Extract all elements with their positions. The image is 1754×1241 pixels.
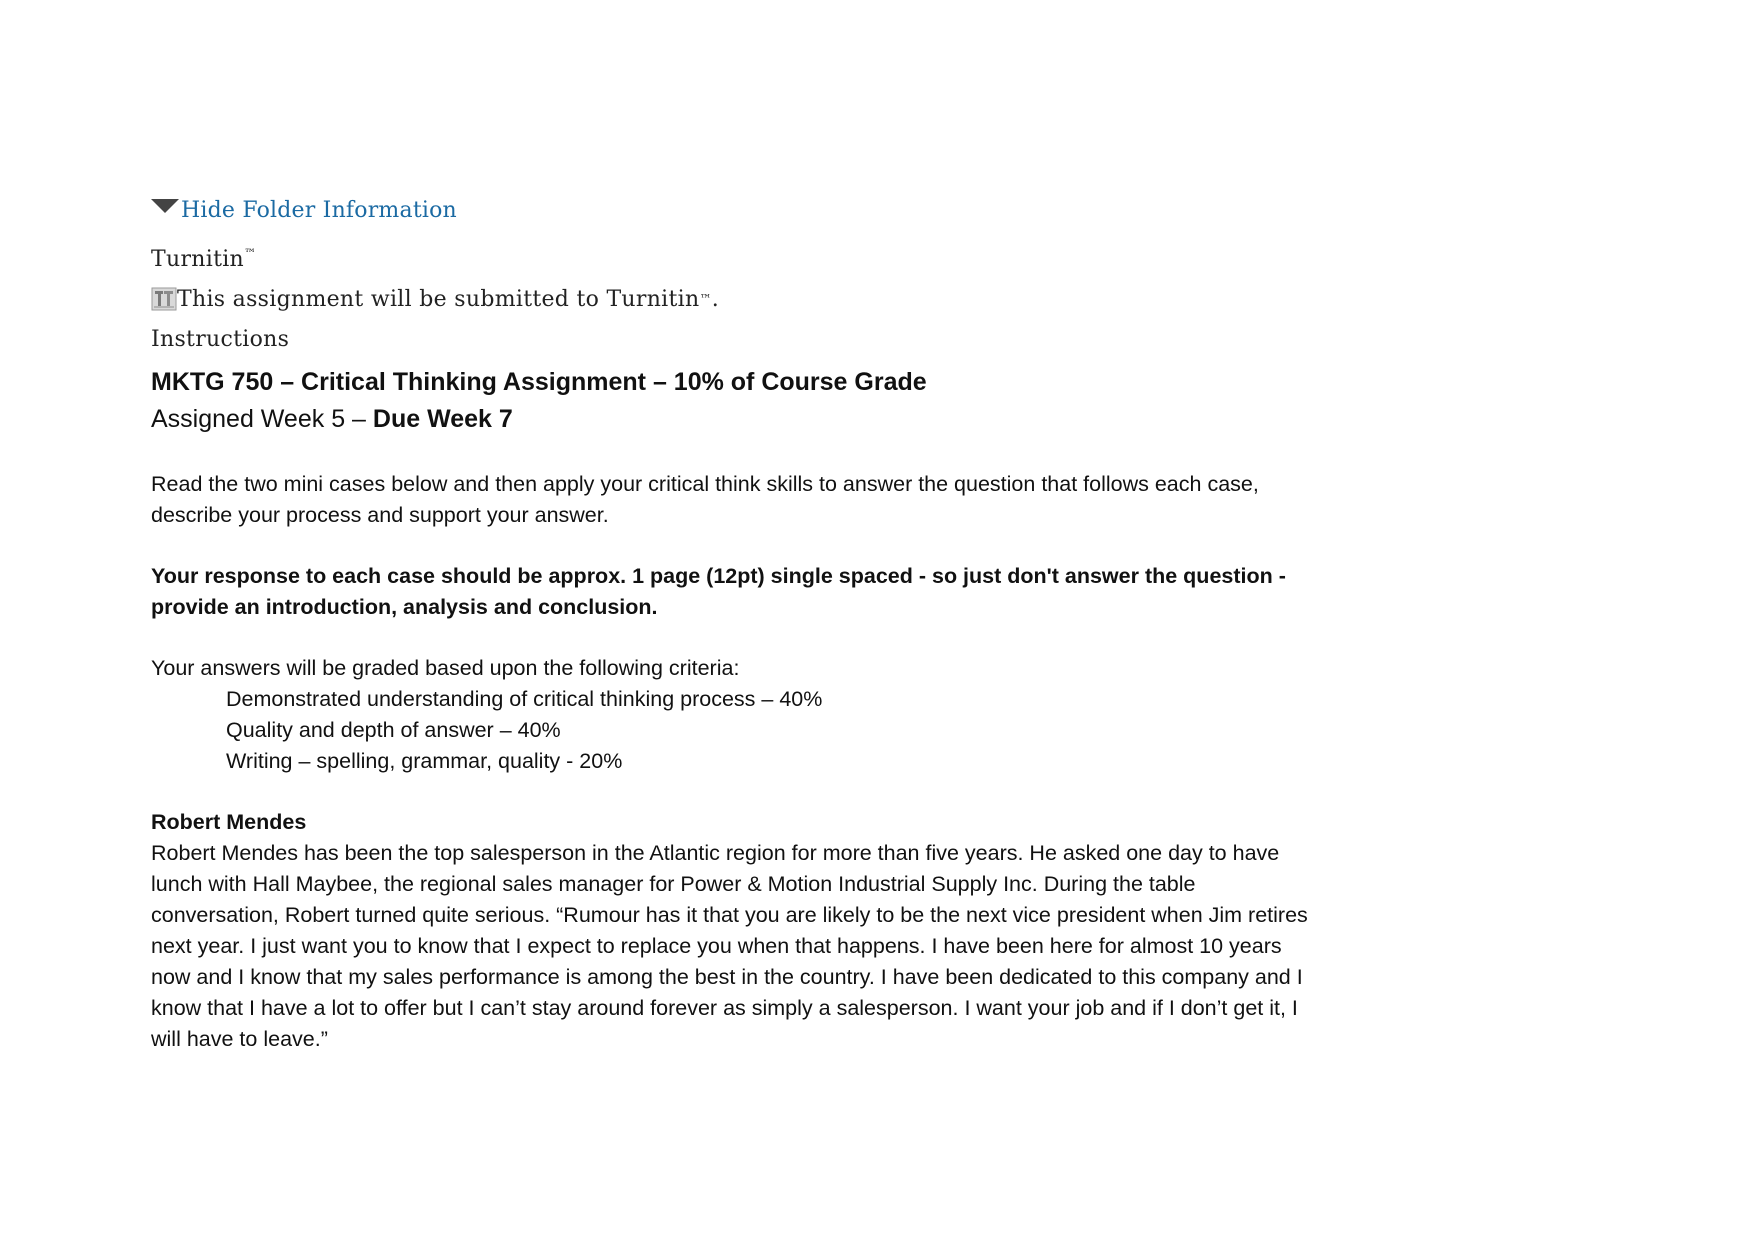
hide-folder-information-link[interactable]: Hide Folder Information xyxy=(181,197,457,223)
turnitin-note-end: . xyxy=(711,286,720,312)
turnitin-note: This assignment will be submitted to Turnitin ™ . xyxy=(151,281,1311,317)
case-body: Robert Mendes has been the top salesperson in the Atlantic region for more than five years. He asked one day to have lunch with Hall Maybee, the regional sales manager for Power & Motion Industrial Supply Inc. During the table conversation, Robert turned quite serious. “Rumour has it that you are likely to be the next vice president when Jim retires next year. I just want you to know that I expect to replace you when that happens. I have been here for almost 10 years now and I know that my sales performance is among the best in the country. I have been dedicated to this company and I know that I have a lot to offer but I can’t stay around forever as simply a salesperson. I want your job and if I don’t get it, I will have to leave.” xyxy=(151,841,1308,1051)
case-heading: Robert Mendes xyxy=(151,810,307,834)
instructions-heading: Instructions xyxy=(151,327,290,352)
hide-folder-information-toggle[interactable] xyxy=(151,192,1311,228)
criteria-item: Writing – spelling, grammar, quality - 20% xyxy=(226,749,623,773)
turnitin-tm: ™ xyxy=(244,246,257,261)
assigned-due-line xyxy=(151,401,1311,437)
turnitin-note-text: This assignment will be submitted to Turnitin xyxy=(177,286,700,312)
triangle-down-icon[interactable] xyxy=(151,199,179,213)
assigned-week: Assigned Week 5 – xyxy=(151,405,373,433)
turnitin-heading-text: Turnitin xyxy=(151,247,245,272)
assignment-title: MKTG 750 – Critical Thinking Assignment – 10% of Course Grade xyxy=(151,368,927,396)
response-note: Your response to each case should be approx. 1 page (12pt) single spaced - so just don't answer the question - provide an introduction, analysis and conclusion. xyxy=(151,564,1286,619)
criteria-intro: Your answers will be graded based upon the following criteria: xyxy=(151,656,740,680)
turnitin-icon xyxy=(151,286,177,312)
criteria-item: Demonstrated understanding of critical thinking process – 40% xyxy=(226,687,823,711)
document-page xyxy=(151,192,1311,1055)
turnitin-heading xyxy=(151,247,1311,281)
intro-paragraph: Read the two mini cases below and then apply your critical think skills to answer the question that follows each case, describe your process and support your answer. xyxy=(151,472,1259,527)
criteria-item: Quality and depth of answer – 40% xyxy=(226,718,561,742)
due-week: Due Week 7 xyxy=(372,405,513,433)
